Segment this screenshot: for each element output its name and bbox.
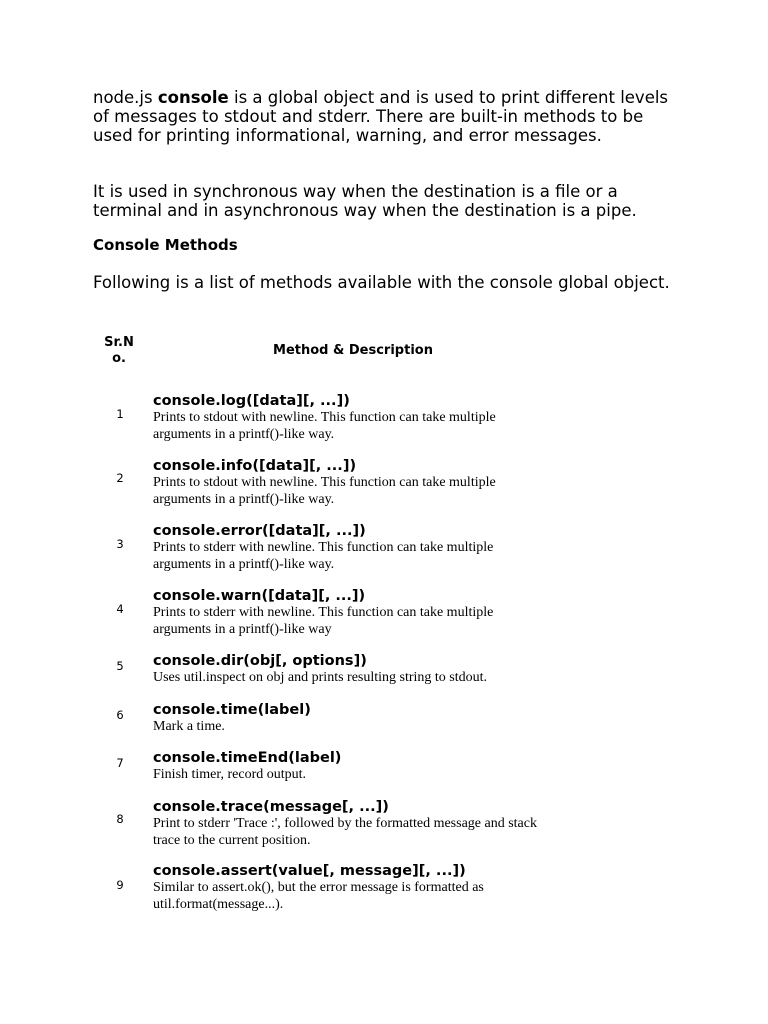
- table-row: [153, 523, 563, 573]
- method-name: console.time(label): [153, 702, 311, 718]
- row-number: 6: [116, 708, 124, 722]
- row-number: 8: [116, 812, 124, 826]
- method-name: console.trace(message[, ...]): [153, 799, 389, 815]
- method-description: Prints to stdout with newline. This function can take multiple arguments in a printf()-like way.: [153, 410, 496, 442]
- row-number: 5: [116, 659, 124, 673]
- method-description: Prints to stderr with newline. This function can take multiple arguments in a printf()-like way.: [153, 540, 494, 572]
- intro-p1-bold-console: console: [157, 88, 229, 107]
- method-name: console.log([data][, ...]): [153, 393, 350, 409]
- row-number: 9: [116, 878, 124, 892]
- section-lead-paragraph: Following is a list of methods available with the console global object.: [93, 273, 670, 292]
- table-header-srno: Sr.No.: [104, 335, 134, 366]
- table-row: [153, 653, 563, 687]
- row-number: 7: [116, 756, 124, 770]
- intro-paragraph-2: It is used in synchronous way when the destination is a file or a terminal and in asynchronous way when the destination is a pipe.: [93, 182, 637, 220]
- table-row: [153, 799, 563, 849]
- method-description: Similar to assert.ok(), but the error message is formatted as util.format(message...).: [153, 880, 484, 912]
- intro-paragraph-1: [93, 88, 683, 145]
- method-description: Prints to stdout with newline. This function can take multiple arguments in a printf()-like way.: [153, 475, 496, 507]
- table-row: [153, 750, 563, 784]
- method-name: console.info([data][, ...]): [153, 458, 357, 474]
- method-description: Uses util.inspect on obj and prints resulting string to stdout.: [153, 670, 488, 685]
- row-number: 3: [116, 537, 124, 551]
- method-description: Print to stderr 'Trace :', followed by the formatted message and stack trace to the current position.: [153, 816, 537, 848]
- row-number: 2: [116, 471, 124, 485]
- row-number: 4: [116, 602, 124, 616]
- method-description: Prints to stderr with newline. This function can take multiple arguments in a printf()-like way: [153, 605, 494, 637]
- method-name: console.assert(value[, message][, ...]): [153, 863, 466, 879]
- row-number: 1: [116, 407, 124, 421]
- method-description: Finish timer, record output.: [153, 767, 307, 782]
- method-name: console.timeEnd(label): [153, 750, 342, 766]
- section-heading: Console Methods: [93, 236, 238, 254]
- table-header-method: Method & Description: [273, 343, 433, 358]
- table-row: [153, 393, 563, 443]
- intro-p1-rest: is a global object and is used to print different levels of messages to stdout and stderr. There are built-in methods to be used for printing informational, warning, and error messages.: [93, 88, 669, 145]
- method-name: console.error([data][, ...]): [153, 523, 366, 539]
- table-row: [153, 863, 563, 913]
- table-row: [153, 458, 563, 508]
- method-name: console.dir(obj[, options]): [153, 653, 367, 669]
- intro-p1-prefix: node.js: [93, 88, 158, 107]
- method-description: Mark a time.: [153, 719, 225, 734]
- method-name: console.warn([data][, ...]): [153, 588, 366, 604]
- table-row: [153, 702, 563, 736]
- table-row: [153, 588, 563, 638]
